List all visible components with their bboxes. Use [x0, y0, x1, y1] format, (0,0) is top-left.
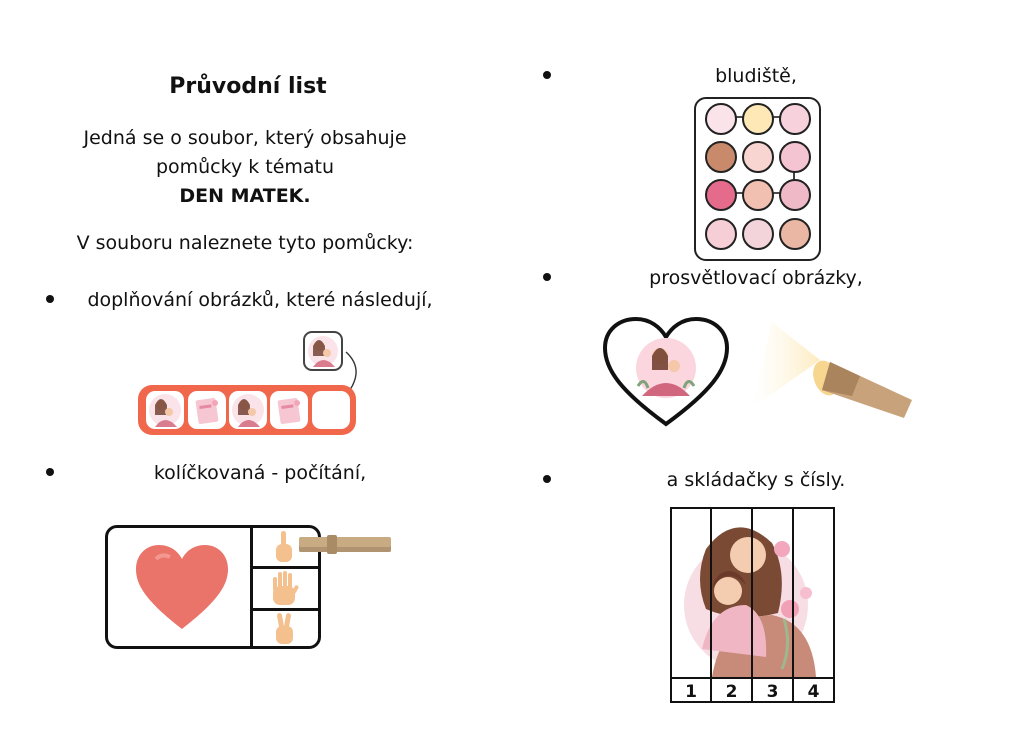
maze-cell [779, 141, 811, 173]
maze-cell [742, 103, 774, 135]
puzzle-number-2: 2 [712, 679, 753, 703]
strip-slot-1 [146, 391, 184, 429]
list-intro: V souboru naleznete tyto pomůcky: [76, 232, 414, 254]
clothespin-icon [299, 537, 391, 552]
mother-child-icon [146, 391, 184, 429]
list-item-fill-pictures: doplňování obrázků, které následují, [87, 289, 433, 311]
strip-slot-3 [229, 391, 267, 429]
strip-slot-empty [312, 391, 350, 429]
two-fingers-hand-icon [272, 612, 298, 646]
maze-cell [779, 218, 811, 250]
maze-cell [705, 179, 737, 211]
maze-cell [779, 103, 811, 135]
topic-label: DEN MATEK. [179, 185, 311, 207]
card-icon [270, 391, 308, 429]
strip-slot-2 [188, 391, 226, 429]
maze-cell [705, 103, 737, 135]
list-item-light-pictures: prosvětlovací obrázky, [649, 267, 863, 289]
strip-slot-4 [270, 391, 308, 429]
maze-cell [742, 179, 774, 211]
maze-cell [779, 179, 811, 211]
maze-cell [742, 141, 774, 173]
list-item-number-puzzle: a skládačky s čísly. [666, 469, 846, 491]
number-puzzle [670, 507, 835, 703]
intro-line-1: Jedná se o soubor, který obsahuje [83, 127, 407, 149]
puzzle-number-3: 3 [753, 679, 794, 703]
list-item-peg-counting: kolíčkovaná - počítání, [153, 462, 367, 484]
bullet [46, 295, 54, 303]
maze-cell [705, 218, 737, 250]
page-title: Průvodní list [169, 74, 327, 99]
card-icon [188, 391, 226, 429]
bullet [46, 468, 54, 476]
mother-child-icon [229, 391, 267, 429]
maze-cell [705, 141, 737, 173]
heart-frame-icon [602, 316, 730, 428]
flashlight-icon [752, 318, 914, 422]
puzzle-number-4: 4 [807, 682, 820, 702]
bullet [543, 71, 551, 79]
heart-icon [136, 545, 228, 631]
bullet [543, 475, 551, 483]
five-fingers-hand-icon [270, 571, 300, 607]
bullet [543, 273, 551, 281]
one-finger-hand-icon [272, 530, 296, 564]
intro-line-2: pomůcky k tématu [155, 156, 335, 178]
maze-cell [742, 218, 774, 250]
list-item-maze: bludiště, [715, 65, 797, 87]
puzzle-number-1: 1 [672, 679, 712, 703]
